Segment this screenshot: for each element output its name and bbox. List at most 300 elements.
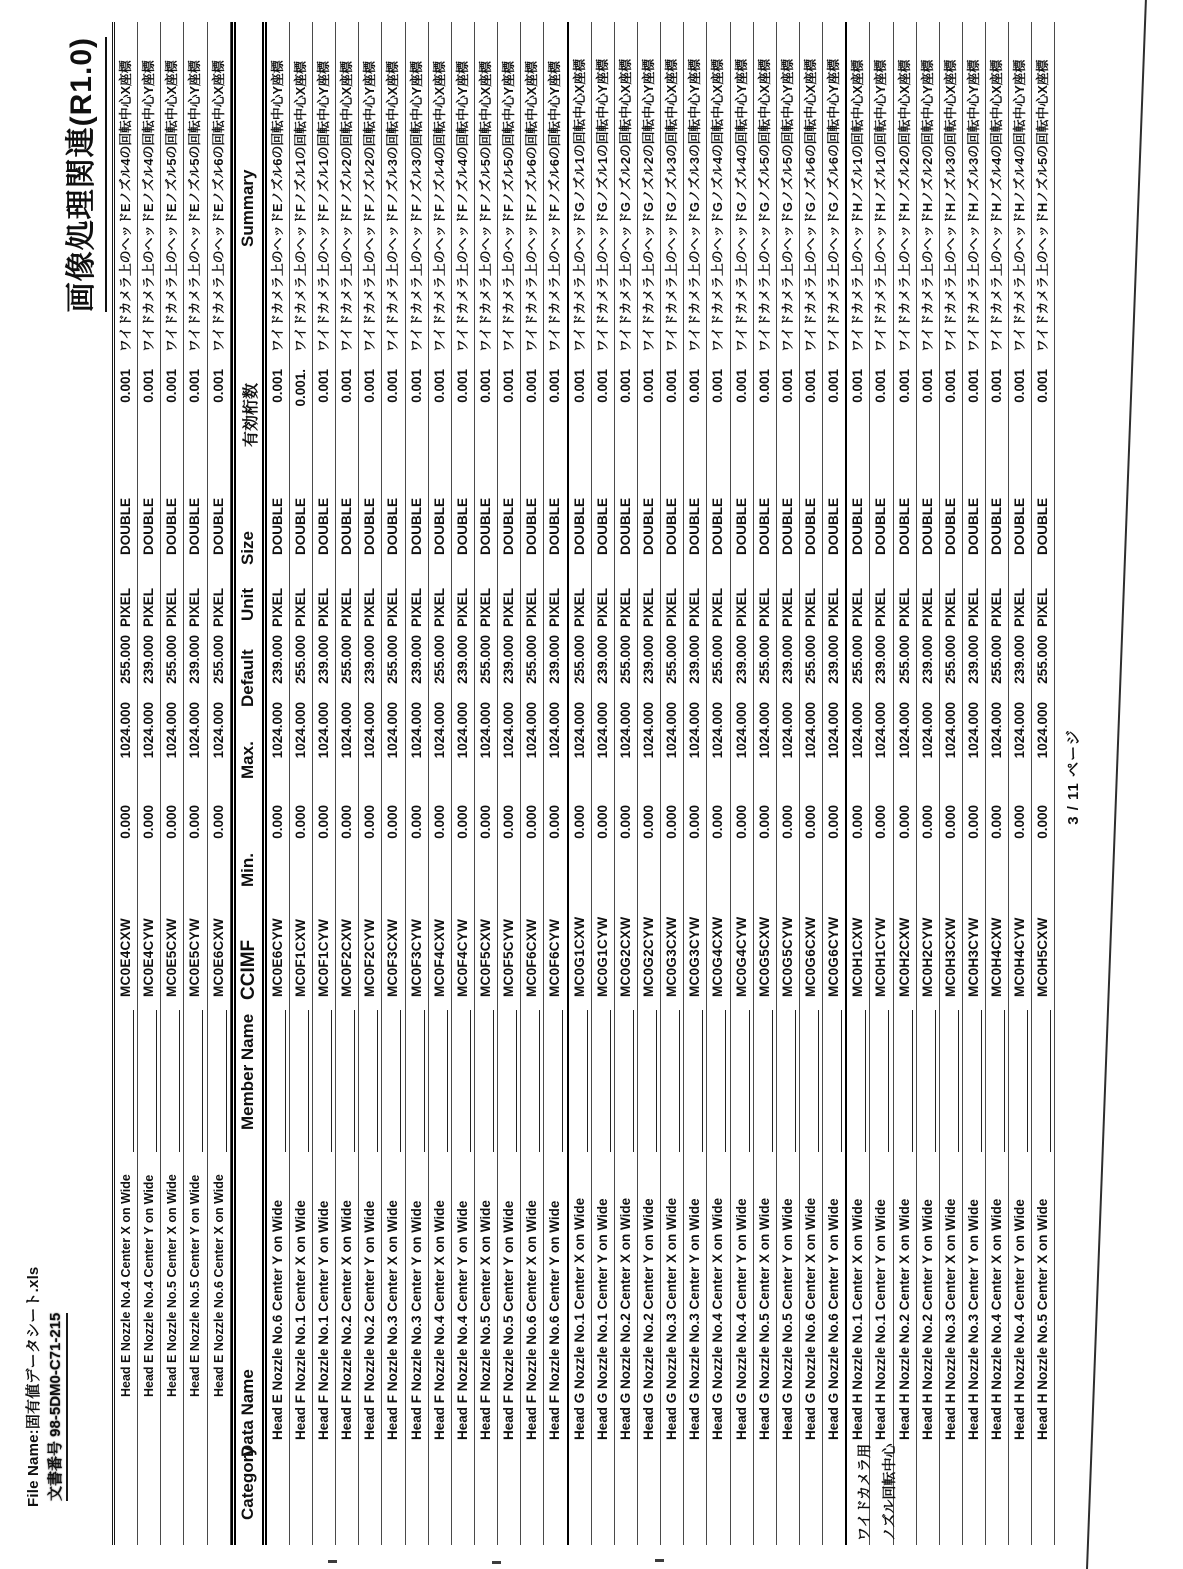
cell-significant-digits: 0.001 [594, 369, 610, 403]
cell-member-name-blank [184, 1010, 203, 1152]
scan-noise-dash [655, 1559, 664, 1562]
table-row [138, 22, 161, 1545]
cell-member-name-blank [452, 1010, 471, 1152]
cell-unit: PIXEL [187, 587, 203, 627]
cell-default: 239.000 [826, 635, 842, 684]
cell-significant-digits: 0.001 [571, 369, 587, 403]
col-header-ccimf: CCIMF [237, 939, 259, 1000]
cell-member-name-blank [475, 1010, 494, 1152]
cell-member-name-blank [638, 1010, 657, 1152]
cell-min: 0.000 [1012, 805, 1028, 839]
table-row [498, 22, 521, 1545]
cell-summary: ワイドカメラ上のヘッドHノズル1の回転中心Y座標 [873, 59, 889, 352]
cell-min: 0.000 [431, 805, 447, 839]
cell-default: 255.000 [339, 635, 355, 684]
cell-size: DOUBLE [942, 498, 958, 555]
cell-default: 239.000 [141, 635, 157, 684]
cell-summary: ワイドカメラ上のヘッドGノズル3の回転中心X座標 [664, 58, 680, 352]
cell-significant-digits: 0.001 [339, 369, 355, 403]
cell-default: 255.000 [756, 635, 772, 684]
cell-ccimf-member-code: MC0G4CYW [733, 916, 749, 997]
cell-data-name: Head F Nozzle No.3 Center Y on Wide [408, 1200, 424, 1440]
cell-member-name-blank [569, 1010, 588, 1152]
cell-summary: ワイドカメラ上のヘッドFノズル5の回転中心Y座標 [501, 61, 517, 352]
cell-data-name: Head G Nozzle No.1 Center Y on Wide [594, 1198, 610, 1440]
table-row [707, 22, 730, 1545]
cell-size: DOUBLE [873, 498, 889, 555]
cell-ccimf-member-code: MC0E6CYW [269, 918, 285, 997]
cell-data-name: Head H Nozzle No.3 Center Y on Wide [965, 1199, 981, 1440]
cell-member-name-blank [986, 1010, 1005, 1152]
cell-max: 1024.000 [919, 702, 935, 759]
cell-default: 255.000 [802, 635, 818, 684]
scan-noise-dash [492, 1561, 501, 1564]
cell-default: 255.000 [164, 635, 180, 684]
cell-ccimf-member-code: MC0H3CYW [965, 917, 981, 997]
cell-member-name-blank [592, 1010, 611, 1152]
table-row [313, 22, 336, 1545]
category-cell-label [852, 1444, 902, 1541]
cell-size: DOUBLE [640, 498, 656, 555]
cell-ccimf-member-code: MC0F3CXW [385, 918, 401, 997]
cell-ccimf-member-code: MC0H3CXW [942, 917, 958, 997]
cell-summary: ワイドカメラ上のヘッドFノズル1の回転中心X座標 [292, 61, 308, 352]
table-row [684, 22, 707, 1545]
table-row [754, 22, 777, 1545]
col-header-size: Size [237, 530, 257, 565]
cell-min: 0.000 [733, 805, 749, 839]
cell-default: 255.000 [385, 635, 401, 684]
cell-ccimf-member-code: MC0F4CYW [454, 918, 470, 997]
cell-significant-digits: 0.001 [315, 369, 331, 403]
table-row [845, 22, 870, 1545]
cell-default: 239.000 [687, 635, 703, 684]
cell-summary: ワイドカメラ上のヘッドFノズル1の回転中心Y座標 [315, 61, 331, 352]
cell-significant-digits: 0.001 [141, 369, 157, 403]
cell-max: 1024.000 [269, 702, 285, 759]
cell-ccimf-member-code: MC0E4CXW [118, 918, 133, 997]
cell-max: 1024.000 [617, 702, 633, 759]
cell-max: 1024.000 [942, 702, 958, 759]
cell-ccimf-member-code: MC0H2CYW [919, 917, 935, 997]
cell-unit: PIXEL [571, 587, 587, 627]
table-row [115, 22, 138, 1545]
cell-summary: ワイドカメラ上のヘッドGノズル1の回転中心Y座標 [594, 58, 610, 352]
cell-data-name: Head H Nozzle No.4 Center Y on Wide [1012, 1199, 1028, 1440]
cell-significant-digits: 0.001. [292, 369, 308, 407]
table-row [290, 22, 313, 1545]
table-row [406, 22, 429, 1545]
cell-member-name-blank [336, 1010, 355, 1152]
cell-ccimf-member-code: MC0G3CYW [687, 916, 703, 997]
cell-max: 1024.000 [118, 702, 133, 759]
cell-max: 1024.000 [802, 702, 818, 759]
cell-max: 1024.000 [477, 702, 493, 759]
cell-default: 239.000 [408, 635, 424, 684]
cell-size: DOUBLE [779, 498, 795, 555]
cell-summary: ワイドカメラ上のヘッドGノズル3の回転中心Y座標 [687, 58, 703, 352]
cell-min: 0.000 [524, 805, 540, 839]
cell-data-name: Head H Nozzle No.5 Center X on Wide [1035, 1198, 1051, 1440]
cell-min: 0.000 [802, 805, 818, 839]
cell-min: 0.000 [756, 805, 772, 839]
cell-significant-digits: 0.001 [210, 369, 226, 403]
cell-data-name: Head E Nozzle No.5 Center X on Wide [165, 1174, 180, 1397]
cell-default: 239.000 [454, 635, 470, 684]
cell-min: 0.000 [594, 805, 610, 839]
cell-default: 255.000 [477, 635, 493, 684]
cell-max: 1024.000 [292, 702, 308, 759]
cell-default: 239.000 [501, 635, 517, 684]
table-row [161, 22, 184, 1545]
cell-max: 1024.000 [315, 702, 331, 759]
cell-data-name: Head E Nozzle No.4 Center X on Wide [119, 1174, 133, 1397]
cell-max: 1024.000 [431, 702, 447, 759]
cell-ccimf-member-code: MC0H1CXW [850, 917, 866, 997]
cell-max: 1024.000 [850, 702, 866, 759]
cell-significant-digits: 0.001 [118, 369, 133, 403]
cell-default: 239.000 [1012, 635, 1028, 684]
cell-size: DOUBLE [477, 498, 493, 555]
cell-default: 255.000 [210, 635, 226, 684]
cell-ccimf-member-code: MC0H5CXW [1035, 917, 1051, 997]
cell-max: 1024.000 [687, 702, 703, 759]
cell-max: 1024.000 [1012, 702, 1028, 759]
cell-max: 1024.000 [571, 702, 587, 759]
table-row [963, 22, 986, 1545]
cell-max: 1024.000 [733, 702, 749, 759]
cell-unit: PIXEL [385, 587, 401, 627]
cell-data-name: Head F Nozzle No.1 Center X on Wide [292, 1200, 308, 1440]
cell-data-name: Head F Nozzle No.5 Center Y on Wide [501, 1200, 517, 1440]
cell-data-name: Head F Nozzle No.4 Center Y on Wide [454, 1200, 470, 1440]
cell-significant-digits: 0.001 [501, 369, 517, 403]
cell-member-name-blank [1009, 1010, 1028, 1152]
cell-data-name: Head F Nozzle No.4 Center X on Wide [431, 1200, 447, 1440]
cell-member-name-blank [115, 1010, 134, 1152]
cell-size: DOUBLE [965, 498, 981, 555]
cell-member-name-blank [731, 1010, 750, 1152]
cell-default: 255.000 [431, 635, 447, 684]
cell-significant-digits: 0.001 [547, 369, 563, 403]
cell-unit: PIXEL [362, 587, 378, 627]
cell-max: 1024.000 [454, 702, 470, 759]
cell-member-name-blank [823, 1010, 842, 1152]
cell-summary: ワイドカメラ上のヘッドHノズル4の回転中心X座標 [989, 59, 1005, 352]
cell-summary: ワイドカメラ上のヘッドHノズル4の回転中心Y座標 [1012, 59, 1028, 352]
cell-unit: PIXEL [640, 587, 656, 627]
data-table [112, 22, 1055, 1545]
cell-min: 0.000 [362, 805, 378, 839]
cell-summary: ワイドカメラ上のヘッドGノズル6の回転中心Y座標 [826, 58, 842, 352]
cell-size: DOUBLE [339, 498, 355, 555]
cell-size: DOUBLE [919, 498, 935, 555]
cell-size: DOUBLE [826, 498, 842, 555]
cell-ccimf-member-code: MC0G6CXW [802, 916, 818, 997]
table-row [208, 22, 231, 1545]
cell-ccimf-member-code: MC0G3CXW [664, 916, 680, 997]
table-row [521, 22, 544, 1545]
cell-size: DOUBLE [164, 498, 180, 555]
cell-unit: PIXEL [942, 587, 958, 627]
cell-significant-digits: 0.001 [385, 369, 401, 403]
cell-default: 255.000 [118, 635, 133, 684]
cell-size: DOUBLE [802, 498, 818, 555]
cell-significant-digits: 0.001 [640, 369, 656, 403]
cell-data-name: Head F Nozzle No.2 Center Y on Wide [362, 1200, 378, 1440]
cell-data-name: Head G Nozzle No.5 Center X on Wide [756, 1197, 772, 1440]
cell-min: 0.000 [826, 805, 842, 839]
cell-ccimf-member-code: MC0F5CXW [477, 918, 493, 997]
cell-data-name: Head G Nozzle No.3 Center X on Wide [664, 1197, 680, 1440]
cell-default: 239.000 [965, 635, 981, 684]
cell-ccimf-member-code: MC0H2CXW [896, 917, 912, 997]
cell-max: 1024.000 [1035, 702, 1051, 759]
col-header-min: Min. [237, 853, 257, 887]
cell-default: 239.000 [362, 635, 378, 684]
cell-default: 255.000 [664, 635, 680, 684]
table-row [429, 22, 452, 1545]
cell-summary: ワイドカメラ上のヘッドHノズル3の回転中心Y座標 [965, 59, 981, 352]
cell-significant-digits: 0.001 [710, 369, 726, 403]
cell-min: 0.000 [408, 805, 424, 839]
table-rows-before-header [112, 22, 231, 1545]
cell-ccimf-member-code: MC0F3CYW [408, 918, 424, 997]
cell-ccimf-member-code: MC0F2CYW [362, 918, 378, 997]
col-header-unit: Unit [237, 587, 257, 621]
cell-significant-digits: 0.001 [687, 369, 703, 403]
cell-default: 239.000 [547, 635, 563, 684]
cell-default: 255.000 [942, 635, 958, 684]
cell-min: 0.000 [919, 805, 935, 839]
cell-member-name-blank [894, 1010, 913, 1152]
cell-ccimf-member-code: MC0E5CYW [187, 918, 203, 997]
col-header-max: Max. [237, 741, 257, 779]
cell-max: 1024.000 [339, 702, 355, 759]
cell-summary: ワイドカメラ上のヘッドHノズル1の回転中心X座標 [850, 59, 866, 352]
cell-significant-digits: 0.001 [431, 369, 447, 403]
cell-summary: ワイドカメラ上のヘッドHノズル2の回転中心Y座標 [919, 59, 935, 352]
cell-data-name: Head H Nozzle No.4 Center X on Wide [989, 1198, 1005, 1440]
col-header-member-name: Member Name [237, 1013, 257, 1130]
cell-ccimf-member-code: MC0F4CXW [431, 918, 447, 997]
cell-member-name-blank [382, 1010, 401, 1152]
cell-data-name: Head E Nozzle No.6 Center Y on Wide [269, 1199, 285, 1440]
cell-unit: PIXEL [779, 587, 795, 627]
cell-unit: PIXEL [710, 587, 726, 627]
cell-max: 1024.000 [501, 702, 517, 759]
cell-max: 1024.000 [779, 702, 795, 759]
table-row [544, 22, 567, 1545]
cell-min: 0.000 [315, 805, 331, 839]
cell-significant-digits: 0.001 [756, 369, 772, 403]
cell-member-name-blank [161, 1010, 180, 1152]
cell-size: DOUBLE [1012, 498, 1028, 555]
cell-data-name: Head F Nozzle No.6 Center X on Wide [524, 1200, 540, 1440]
cell-data-name: Head E Nozzle No.5 Center Y on Wide [188, 1174, 203, 1397]
cell-member-name-blank [406, 1010, 425, 1152]
cell-size: DOUBLE [664, 498, 680, 555]
cell-ccimf-member-code: MC0H4CYW [1012, 917, 1028, 997]
cell-unit: PIXEL [164, 587, 180, 627]
cell-unit: PIXEL [850, 587, 866, 627]
cell-max: 1024.000 [187, 702, 203, 759]
cell-ccimf-member-code: MC0F6CYW [547, 918, 563, 997]
cell-min: 0.000 [1035, 805, 1051, 839]
cell-unit: PIXEL [826, 587, 842, 627]
cell-max: 1024.000 [210, 702, 226, 759]
cell-significant-digits: 0.001 [919, 369, 935, 403]
cell-data-name: Head G Nozzle No.2 Center X on Wide [617, 1197, 633, 1440]
cell-member-name-blank [313, 1010, 332, 1152]
cell-summary: ワイドカメラ上のヘッドEノズル5の回転中心Y座標 [187, 60, 203, 352]
cell-summary: ワイドカメラ上のヘッドEノズル4の回転中心X座標 [118, 60, 133, 352]
cell-member-name-blank [615, 1010, 634, 1152]
col-header-digits: 有効桁数 [242, 382, 260, 447]
cell-unit: PIXEL [919, 587, 935, 627]
cell-min: 0.000 [454, 805, 470, 839]
cell-ccimf-member-code: MC0F5CYW [501, 918, 517, 997]
cell-summary: ワイドカメラ上のヘッドFノズル6の回転中心Y座標 [547, 61, 563, 352]
cell-unit: PIXEL [269, 587, 285, 627]
cell-min: 0.000 [477, 805, 493, 839]
cell-size: DOUBLE [431, 498, 447, 555]
cell-data-name: Head F Nozzle No.1 Center Y on Wide [315, 1200, 331, 1440]
cell-min: 0.000 [501, 805, 517, 839]
col-header-default: Default [237, 649, 257, 707]
cell-max: 1024.000 [640, 702, 656, 759]
cell-min: 0.000 [942, 805, 958, 839]
cell-data-name: Head F Nozzle No.5 Center X on Wide [477, 1200, 493, 1440]
cell-min: 0.000 [164, 805, 180, 839]
table-body-rows [267, 22, 1056, 1545]
table-row [777, 22, 800, 1545]
cell-summary: ワイドカメラ上のヘッドHノズル5の回転中心X座標 [1035, 59, 1051, 352]
cell-min: 0.000 [873, 805, 889, 839]
cell-min: 0.000 [547, 805, 563, 839]
table-row [894, 22, 917, 1545]
cell-size: DOUBLE [1035, 498, 1051, 555]
cell-significant-digits: 0.001 [802, 369, 818, 403]
cell-unit: PIXEL [408, 587, 424, 627]
cell-member-name-blank [521, 1010, 540, 1152]
cell-data-name: Head H Nozzle No.2 Center Y on Wide [919, 1199, 935, 1440]
cell-data-name: Head H Nozzle No.2 Center X on Wide [896, 1198, 912, 1440]
cell-significant-digits: 0.001 [896, 369, 912, 403]
cell-default: 239.000 [733, 635, 749, 684]
cell-unit: PIXEL [756, 587, 772, 627]
table-row [452, 22, 475, 1545]
cell-min: 0.000 [292, 805, 308, 839]
cell-significant-digits: 0.001 [362, 369, 378, 403]
cell-summary: ワイドカメラ上のヘッドFノズル3の回転中心X座標 [385, 61, 401, 352]
cell-default: 255.000 [524, 635, 540, 684]
table-row [823, 22, 846, 1545]
cell-size: DOUBLE [617, 498, 633, 555]
cell-summary: ワイドカメラ上のヘッドHノズル2の回転中心X座標 [896, 59, 912, 352]
cell-default: 239.000 [594, 635, 610, 684]
cell-size: DOUBLE [687, 498, 703, 555]
cell-max: 1024.000 [141, 702, 157, 759]
cell-min: 0.000 [896, 805, 912, 839]
cell-unit: PIXEL [1035, 587, 1051, 627]
cell-min: 0.000 [118, 805, 133, 839]
cell-min: 0.000 [385, 805, 401, 839]
cell-ccimf-member-code: MC0G4CXW [710, 916, 726, 997]
cell-member-name-blank [1032, 1010, 1051, 1152]
cell-unit: PIXEL [733, 587, 749, 627]
cell-significant-digits: 0.001 [524, 369, 540, 403]
cell-max: 1024.000 [524, 702, 540, 759]
cell-member-name-blank [963, 1010, 982, 1152]
cell-data-name: Head H Nozzle No.1 Center Y on Wide [873, 1199, 889, 1440]
cell-member-name-blank [429, 1010, 448, 1152]
cell-size: DOUBLE [501, 498, 517, 555]
cell-ccimf-member-code: MC0G6CYW [826, 916, 842, 997]
cell-member-name-blank [847, 1010, 866, 1152]
cell-size: DOUBLE [594, 498, 610, 555]
cell-default: 255.000 [617, 635, 633, 684]
cell-data-name: Head G Nozzle No.4 Center X on Wide [710, 1197, 726, 1440]
cell-member-name-blank [917, 1010, 936, 1152]
cell-size: DOUBLE [756, 498, 772, 555]
cell-unit: PIXEL [594, 587, 610, 627]
cell-min: 0.000 [210, 805, 226, 839]
cell-significant-digits: 0.001 [942, 369, 958, 403]
cell-default: 255.000 [896, 635, 912, 684]
cell-summary: ワイドカメラ上のヘッドFノズル4の回転中心Y座標 [454, 61, 470, 352]
cell-unit: PIXEL [802, 587, 818, 627]
cell-summary: ワイドカメラ上のヘッドFノズル3の回転中心Y座標 [408, 61, 424, 352]
cell-default: 255.000 [850, 635, 866, 684]
cell-max: 1024.000 [164, 702, 180, 759]
cell-size: DOUBLE [408, 498, 424, 555]
cell-significant-digits: 0.001 [1035, 369, 1051, 403]
cell-unit: PIXEL [617, 587, 633, 627]
page-title: 画像処理関連(R1.0) [56, 37, 107, 312]
cell-member-name-blank [267, 1010, 286, 1152]
table-row [870, 22, 893, 1545]
table-row [475, 22, 498, 1545]
cell-size: DOUBLE [989, 498, 1005, 555]
cell-data-name: Head H Nozzle No.1 Center X on Wide [850, 1198, 866, 1440]
table-row [336, 22, 359, 1545]
cell-size: DOUBLE [292, 498, 308, 555]
cell-data-name: Head E Nozzle No.6 Center X on Wide [211, 1174, 226, 1397]
cell-data-name: Head G Nozzle No.6 Center Y on Wide [826, 1198, 842, 1440]
cell-member-name-blank [138, 1010, 157, 1152]
cell-summary: ワイドカメラ上のヘッドEノズル6の回転中心X座標 [210, 60, 226, 352]
cell-max: 1024.000 [826, 702, 842, 759]
cell-max: 1024.000 [896, 702, 912, 759]
cell-data-name: Head G Nozzle No.6 Center X on Wide [802, 1197, 818, 1440]
table-row [661, 22, 684, 1545]
cell-min: 0.000 [187, 805, 203, 839]
table-row [1009, 22, 1032, 1545]
cell-data-name: Head E Nozzle No.4 Center Y on Wide [142, 1174, 157, 1397]
cell-default: 255.000 [710, 635, 726, 684]
cell-unit: PIXEL [292, 587, 308, 627]
cell-unit: PIXEL [1012, 587, 1028, 627]
cell-summary: ワイドカメラ上のヘッドGノズル5の回転中心Y座標 [779, 58, 795, 352]
cell-default: 239.000 [269, 635, 285, 684]
cell-ccimf-member-code: MC0G2CXW [617, 916, 633, 997]
cell-unit: PIXEL [477, 587, 493, 627]
cell-ccimf-member-code: MC0G1CXW [571, 916, 587, 997]
cell-default: 255.000 [571, 635, 587, 684]
cell-min: 0.000 [664, 805, 680, 839]
category-label-line1: ワイドカメラ用 [856, 1443, 872, 1541]
